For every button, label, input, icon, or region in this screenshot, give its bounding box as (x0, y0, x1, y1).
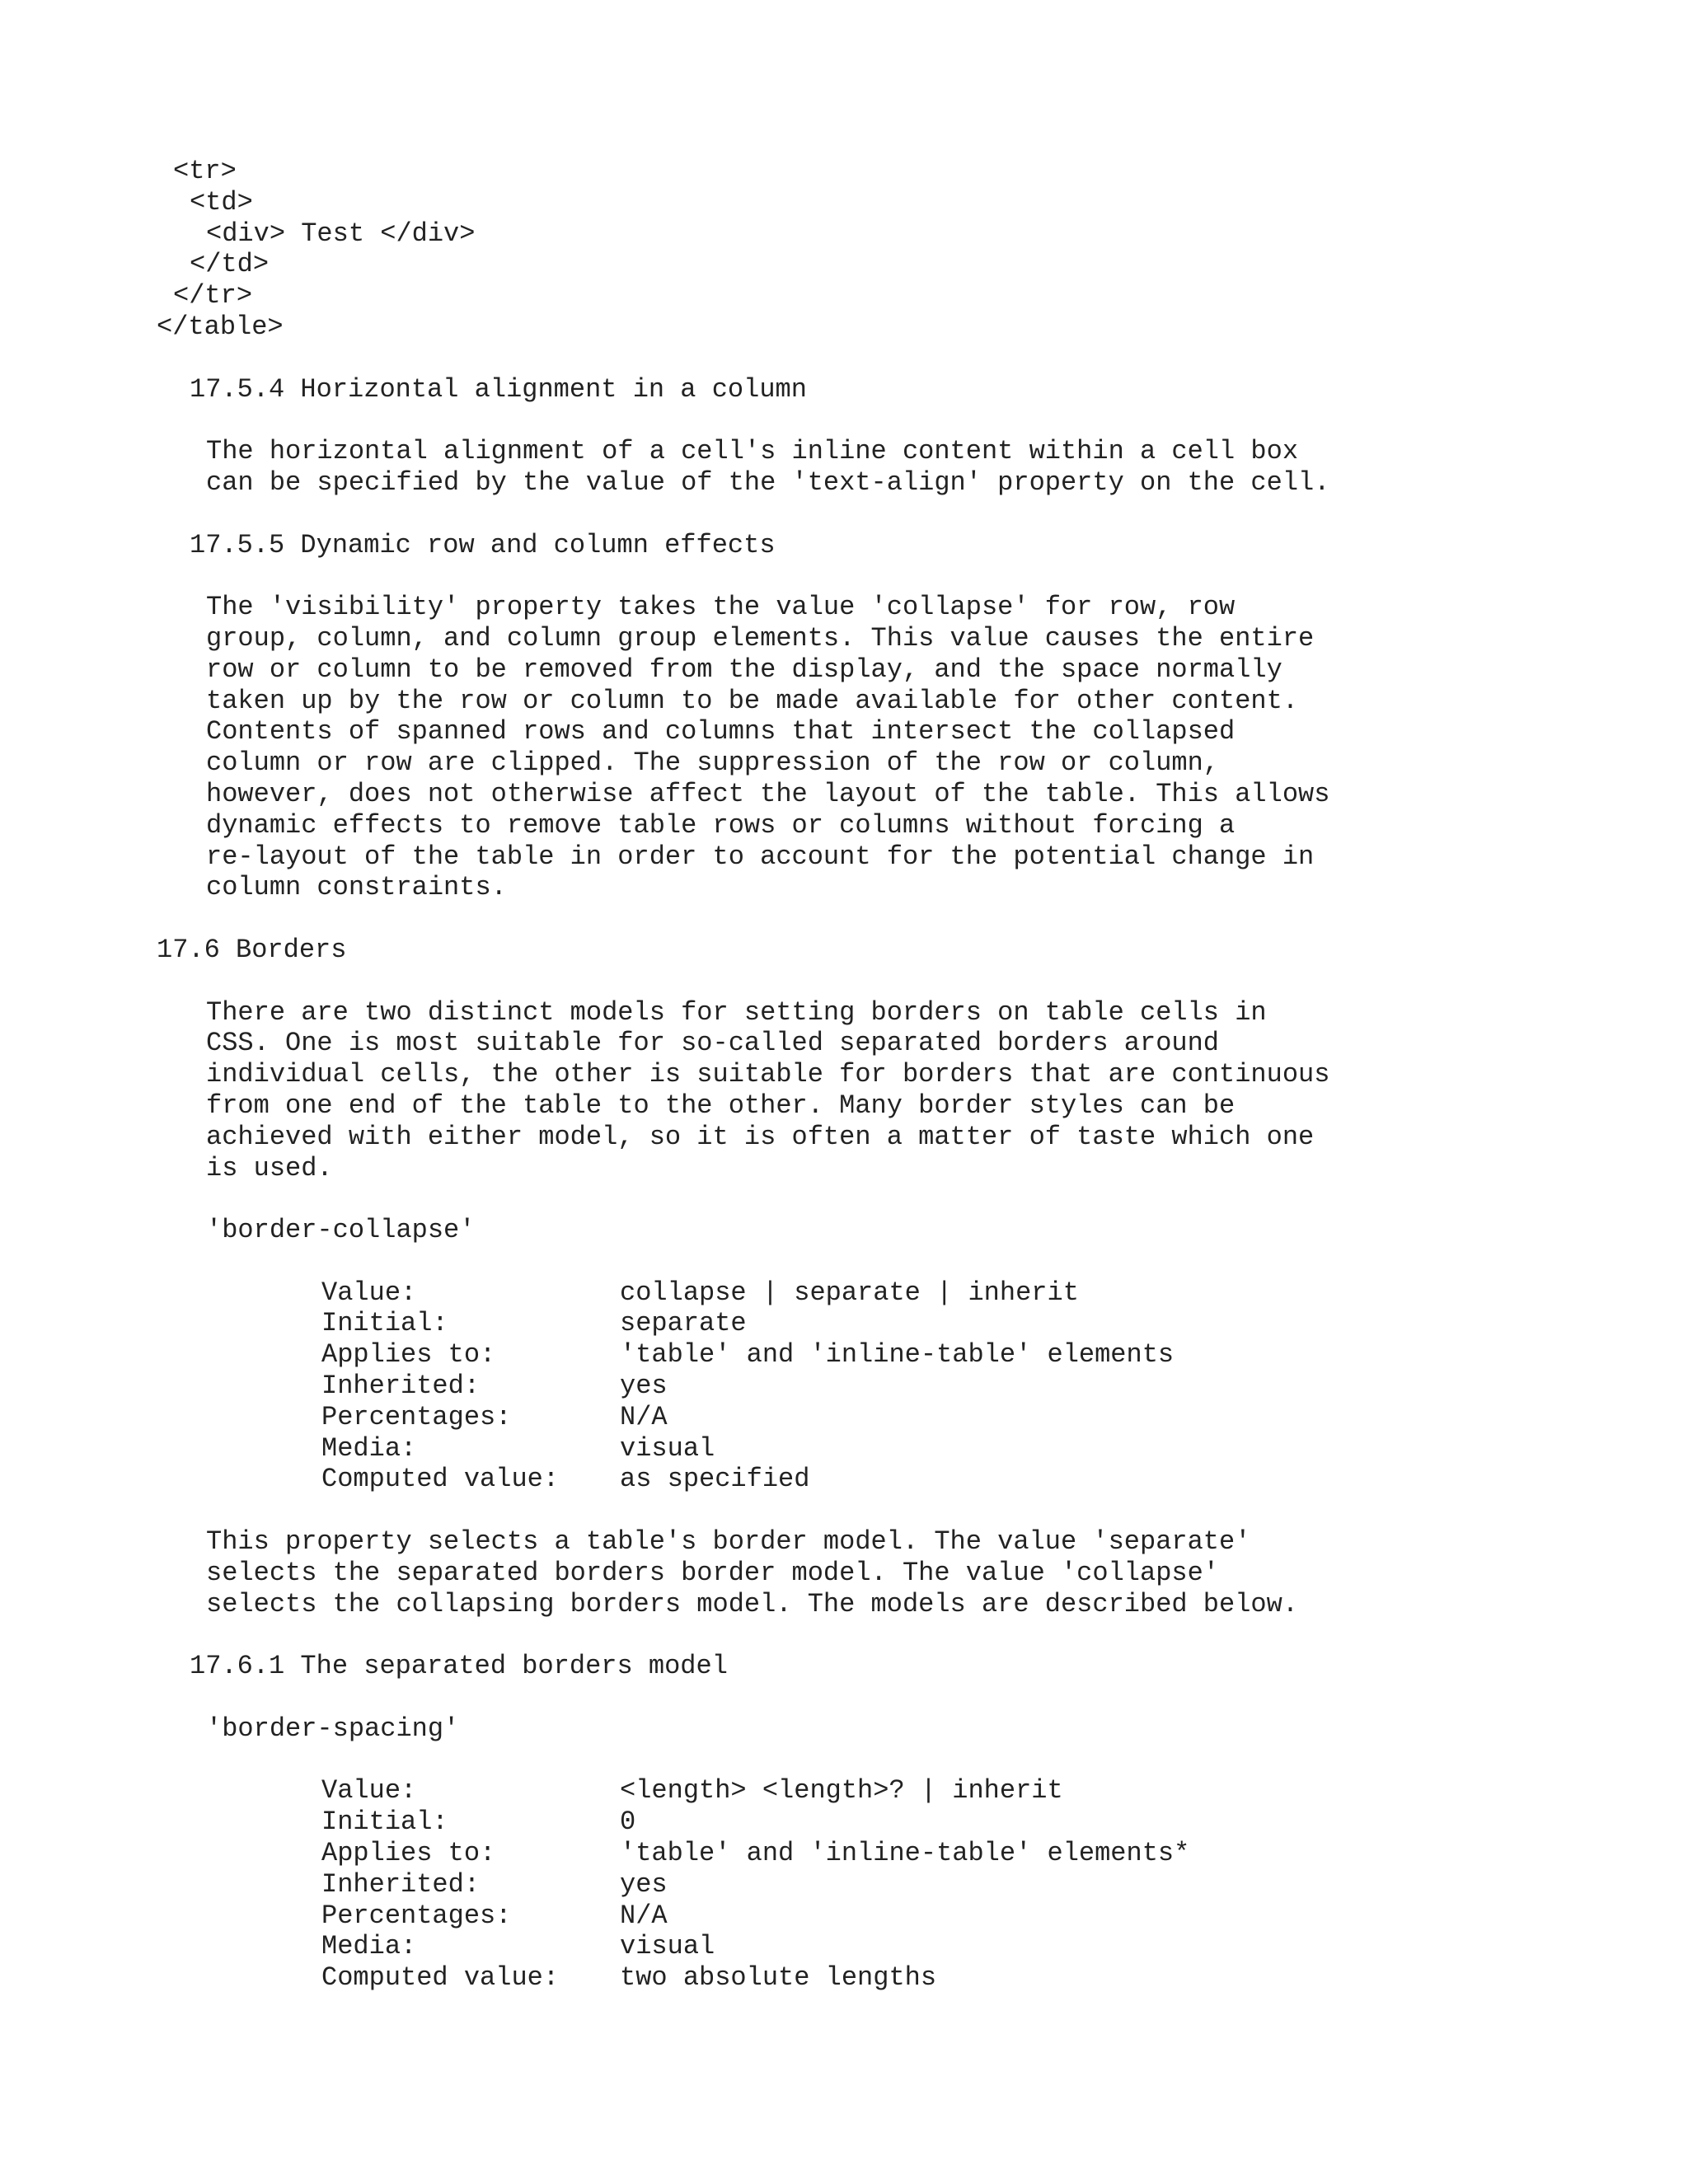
paragraph-line: selects the collapsing borders model. The models are described below. (206, 1588, 1299, 1619)
property-value: <length> <length>? | inherit (620, 1775, 1063, 1807)
paragraph-line: row or column to be removed from the display, and the space normally (206, 654, 1282, 685)
paragraph-line: is used. (206, 1152, 333, 1183)
blank-line (0, 560, 1688, 592)
property-value: 'table' and 'inline-table' elements (620, 1339, 1175, 1371)
property-value: N/A (620, 1900, 668, 1931)
border-spacing-property-row (0, 1962, 1688, 1994)
border-collapse-property-row (0, 1339, 1688, 1371)
blank-line (0, 1495, 1688, 1526)
section-heading-17-5-4: 17.5.4 Horizontal alignment in a column (190, 373, 807, 405)
paragraph-line: There are two distinct models for setting borders on table cells in (206, 996, 1267, 1028)
property-value: two absolute lengths (620, 1962, 937, 1994)
border-spacing-property-row (0, 1931, 1688, 1962)
border-spacing-property-row (0, 1775, 1688, 1807)
border-collapse-property-row (0, 1277, 1688, 1309)
property-key: Percentages: (321, 1900, 512, 1931)
property-key: Applies to: (321, 1339, 496, 1371)
paragraph-line: dynamic effects to remove table rows or columns without forcing a (206, 809, 1236, 841)
property-key: Percentages: (321, 1401, 512, 1432)
border-collapse-property-row (0, 1402, 1688, 1433)
border-collapse-property-row (0, 1371, 1688, 1402)
paragraph-line: can be specified by the value of the 'text-align' property on the cell. (206, 466, 1330, 498)
blank-line (0, 1682, 1688, 1713)
code-line: </table> (157, 311, 284, 342)
paragraph-line: column constraints. (206, 872, 507, 903)
blank-line (0, 1183, 1688, 1215)
property-value: 0 (620, 1807, 636, 1838)
property-value: yes (620, 1371, 668, 1402)
code-line: <div> Test </div> (206, 218, 476, 249)
document-body (0, 156, 1688, 1994)
paragraph-line: The horizontal alignment of a cell's inline content within a cell box (206, 436, 1299, 467)
blank-line (0, 966, 1688, 997)
blank-line (0, 343, 1688, 374)
blank-line (0, 1619, 1688, 1651)
code-line: <tr> (173, 156, 237, 186)
property-key: Applies to: (321, 1838, 496, 1869)
blank-line (0, 499, 1688, 530)
paragraph-line: group, column, and column group elements. This value causes the entire (206, 622, 1315, 654)
blank-line (0, 1745, 1688, 1776)
border-collapse-property-row (0, 1433, 1688, 1465)
property-value: visual (620, 1432, 715, 1464)
property-key: Value: (321, 1775, 417, 1807)
blank-line (0, 903, 1688, 935)
border-spacing-property-row (0, 1807, 1688, 1838)
code-line: </tr> (173, 280, 253, 312)
property-key: Media: (321, 1931, 417, 1962)
paragraph-line: CSS. One is most suitable for so-called separated borders around (206, 1028, 1219, 1059)
property-key: Inherited: (321, 1371, 481, 1402)
property-value: separate (620, 1308, 747, 1339)
property-name-border-spacing: 'border-spacing' (206, 1713, 460, 1744)
property-value: yes (620, 1868, 668, 1900)
property-key: Media: (321, 1432, 417, 1464)
blank-line (0, 1246, 1688, 1277)
section-heading-17-5-5: 17.5.5 Dynamic row and column effects (190, 529, 776, 560)
border-spacing-property-row (0, 1900, 1688, 1932)
property-value: N/A (620, 1401, 668, 1432)
border-spacing-property-row (0, 1869, 1688, 1900)
property-key: Initial: (321, 1308, 448, 1339)
property-value: as specified (620, 1464, 810, 1495)
section-heading-17-6: 17.6 Borders (157, 934, 347, 965)
code-line: </td> (190, 249, 270, 280)
property-value: 'table' and 'inline-table' elements* (620, 1838, 1190, 1869)
paragraph-line: column or row are clipped. The suppression of the row or column, (206, 748, 1219, 779)
blank-line (0, 405, 1688, 436)
paragraph-line: Contents of spanned rows and columns that intersect the collapsed (206, 716, 1236, 748)
paragraph-line: individual cells, the other is suitable for borders that are continuous (206, 1059, 1330, 1090)
code-line: <td> (190, 186, 253, 218)
paragraph-line: achieved with either model, so it is often a matter of taste which one (206, 1121, 1315, 1152)
border-collapse-property-row (0, 1464, 1688, 1495)
paragraph-line: however, does not otherwise affect the layout of the table. This allows (206, 778, 1330, 809)
property-name-border-collapse: 'border-collapse' (206, 1215, 476, 1246)
border-spacing-property-row (0, 1838, 1688, 1869)
border-collapse-property-row (0, 1308, 1688, 1339)
property-value: collapse | separate | inherit (620, 1277, 1079, 1308)
paragraph-line: selects the separated borders border model. The value 'collapse' (206, 1557, 1219, 1588)
property-key: Initial: (321, 1807, 448, 1838)
paragraph-line: re-layout of the table in order to account for the potential change in (206, 841, 1315, 872)
paragraph-line: This property selects a table's border model. The value 'separate' (206, 1526, 1251, 1558)
paragraph-line: from one end of the table to the other. Many border styles can be (206, 1090, 1236, 1121)
paragraph-line: The 'visibility' property takes the value 'collapse' for row, row (206, 592, 1236, 623)
property-key: Value: (321, 1277, 417, 1308)
paragraph-line: taken up by the row or column to be made available for other content. (206, 685, 1299, 716)
property-key: Inherited: (321, 1868, 481, 1900)
section-heading-17-6-1: 17.6.1 The separated borders model (190, 1651, 728, 1682)
property-key: Computed value: (321, 1464, 560, 1495)
property-key: Computed value: (321, 1962, 560, 1994)
property-value: visual (620, 1931, 715, 1962)
